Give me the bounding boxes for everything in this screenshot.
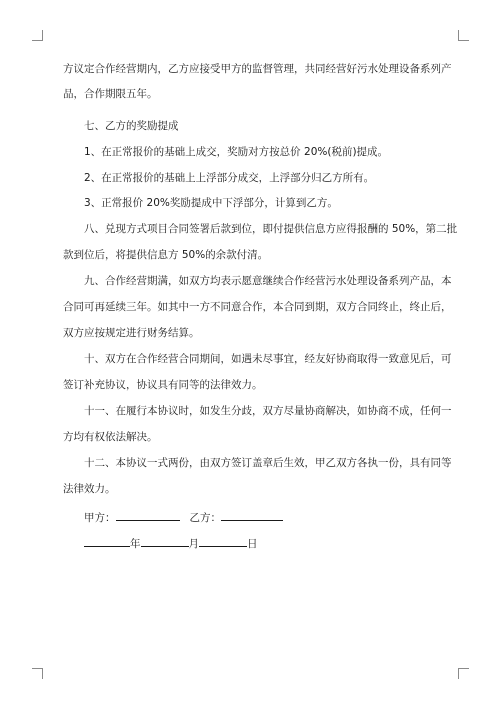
paragraph-line: 签订补充协议，协议具有同等的法律效力。 bbox=[63, 379, 263, 391]
paragraph-line: 方议定合作经营期内，乙方应接受甲方的监督管理，共同经营好污水处理设备系列产 bbox=[63, 63, 452, 75]
section-heading: 七、乙方的奖励提成 bbox=[84, 120, 179, 132]
crop-mark-bottom-left bbox=[32, 668, 43, 679]
paragraph-line: 九、合作经营期满，如双方均表示愿意继续合作经营污水处理设备系列产品，本 bbox=[84, 275, 452, 287]
paragraph-line: 合同可再延续三年。如其中一方不同意合作，本合同到期，双方合同终止，终止后， bbox=[63, 301, 452, 313]
party-b-blank bbox=[221, 509, 283, 521]
day-blank bbox=[199, 535, 247, 547]
paragraph-line: 双方应按规定进行财务结算。 bbox=[63, 327, 200, 339]
party-b-label: 乙方： bbox=[189, 512, 221, 524]
paragraph-line: 八、兑现方式项目合同签署后款到位，即付提供信息方应得报酬的 50%，第二批 bbox=[84, 223, 458, 235]
crop-mark-top-right bbox=[458, 30, 469, 41]
month-label: 月 bbox=[188, 538, 199, 550]
paragraph-line: 法律效力。 bbox=[63, 483, 116, 495]
crop-mark-bottom-right bbox=[458, 668, 469, 679]
paragraph-line: 十一、在履行本协议时，如发生分歧，双方尽量协商解决，如协商不成，任何一 bbox=[84, 405, 452, 417]
signature-parties-line bbox=[84, 509, 283, 525]
day-label: 日 bbox=[247, 538, 258, 550]
party-a-label: 甲方： bbox=[84, 512, 116, 524]
paragraph-line: 3、正常报价 20%奖励提成中下浮部分，计算到乙方。 bbox=[84, 197, 338, 209]
paragraph-line: 2、在正常报价的基础上上浮部分成交，上浮部分归乙方所有。 bbox=[84, 172, 375, 184]
paragraph-line: 款到位后，将提供信息方 50%的余款付清。 bbox=[63, 249, 269, 261]
paragraph-line: 方均有权依法解决。 bbox=[63, 431, 158, 443]
paragraph-line: 品，合作期限五年。 bbox=[63, 88, 158, 100]
paragraph-line: 十二、本协议一式两份，由双方签订盖章后生效，甲乙双方各执一份，具有同等 bbox=[84, 457, 452, 469]
crop-mark-top-left bbox=[32, 30, 43, 41]
month-blank bbox=[141, 535, 189, 547]
year-label: 年 bbox=[130, 538, 141, 550]
paragraph-line: 1、在正常报价的基础上成交，奖励对方按总价 20%(税前)提成。 bbox=[84, 146, 389, 158]
party-a-blank bbox=[116, 509, 180, 521]
signature-date-line bbox=[84, 535, 258, 551]
paragraph-line: 十、双方在合作经营合同期间，如遇未尽事宜，经友好协商取得一致意见后，可 bbox=[84, 353, 452, 365]
year-blank bbox=[84, 535, 130, 547]
